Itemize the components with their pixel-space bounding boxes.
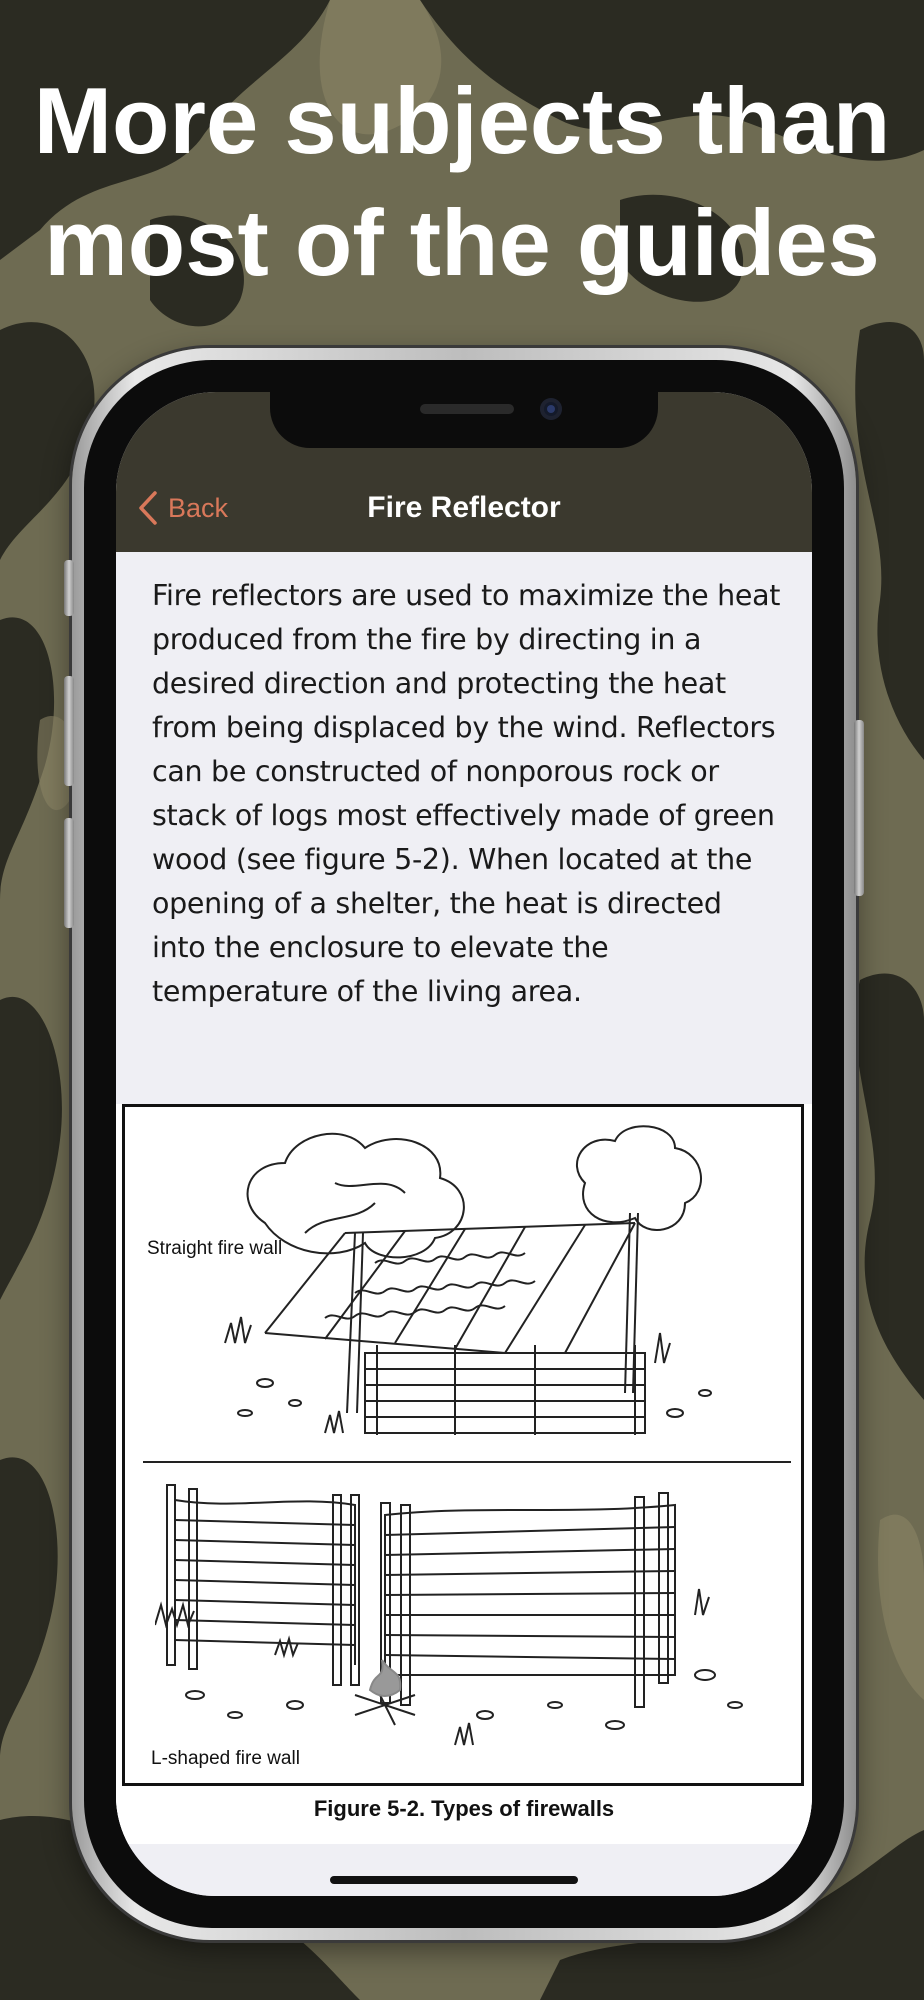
figure-label-straight: Straight fire wall bbox=[147, 1238, 283, 1259]
figure-frame bbox=[122, 1104, 804, 1786]
figure-caption: Figure 5-2. Types of firewalls bbox=[313, 1796, 615, 1821]
figure-label-l-shaped: L-shaped fire wall bbox=[151, 1748, 300, 1769]
front-camera bbox=[540, 398, 562, 420]
phone-screen bbox=[116, 392, 812, 1896]
home-indicator[interactable] bbox=[330, 1876, 578, 1884]
phone-notch bbox=[270, 392, 658, 448]
figure-divider bbox=[143, 1461, 791, 1463]
headline-line-2: most of the guides bbox=[44, 190, 880, 295]
phone-volume-up bbox=[64, 676, 74, 786]
article-content bbox=[116, 552, 812, 1896]
l-shaped-fire-wall-illustration bbox=[155, 1475, 775, 1775]
phone-power-button bbox=[854, 720, 864, 896]
phone-volume-down bbox=[64, 818, 74, 928]
headline-line-1: More subjects than bbox=[33, 68, 891, 173]
article-body-text: Fire reflectors are used to maximize the heat produced from the fire by directing in a desired direction and protecting the heat from being displaced by the wind. Reflectors can be constructed of nonporous rock or stack of logs most effectively made of green wood (see figure 5-2). When located at the opening of a shelter, the heat is directed into the enclosure to elevate the temperature of the living area. bbox=[152, 579, 781, 1008]
page-title: Fire Reflector bbox=[367, 491, 561, 524]
figure-image bbox=[116, 1104, 812, 1844]
earpiece-speaker bbox=[420, 404, 514, 414]
marketing-headline bbox=[0, 60, 924, 304]
back-button-label: Back bbox=[168, 492, 229, 523]
straight-fire-wall-illustration bbox=[205, 1113, 745, 1453]
navigation-bar bbox=[116, 392, 812, 552]
phone-silent-switch bbox=[64, 560, 74, 616]
